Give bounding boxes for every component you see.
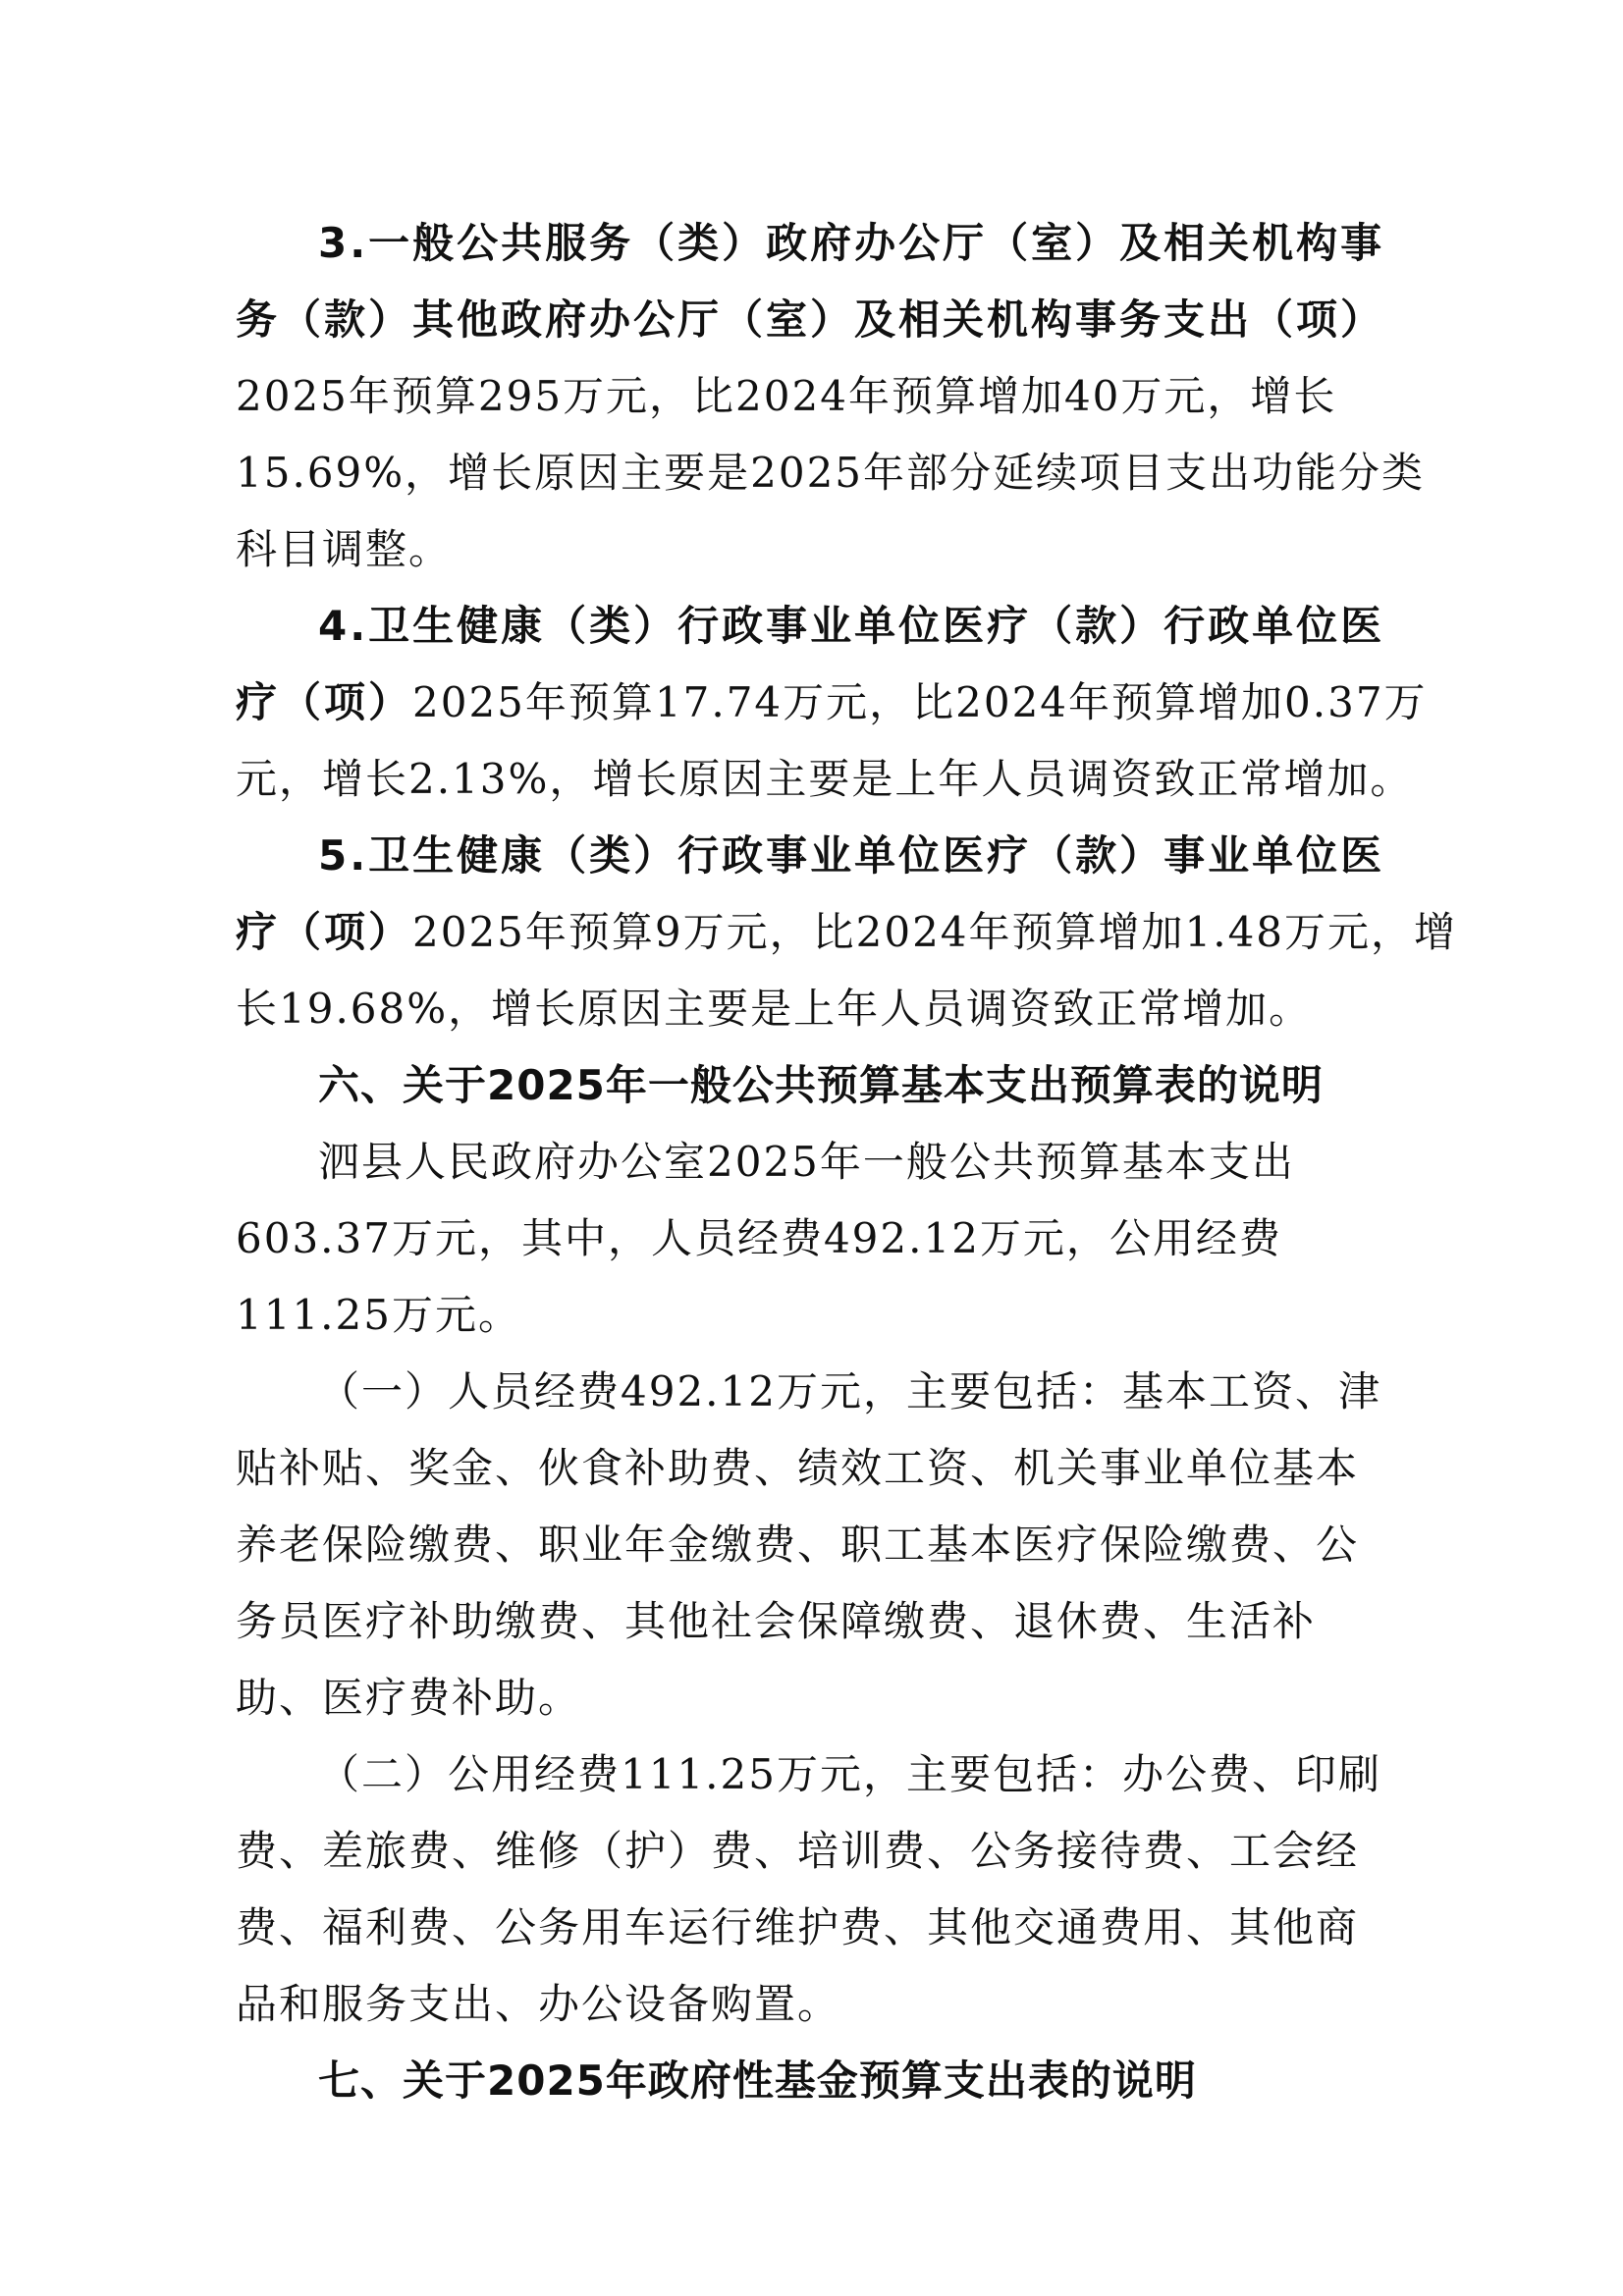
public-line4: 品和服务支出、办公设备购置。: [236, 1980, 841, 2028]
item5-heading-line2: 疗（项）: [236, 908, 413, 956]
personnel-line2: 贴补贴、奖金、伙食补助费、绩效工资、机关事业单位基本: [236, 1444, 1360, 1492]
item4-text-line2: 2025年预算17.74万元，比2024年预算增加0.37万: [412, 678, 1428, 726]
item4-heading-line2: 疗（项）: [236, 678, 413, 726]
item3-text-line3: 科目调整。: [236, 525, 453, 573]
personnel-line5: 助、医疗费补助。: [236, 1674, 582, 1722]
personnel-line1: （一）人员经费492.12万元，主要包括：基本工资、津: [318, 1367, 1381, 1415]
section6-para-line3: 111.25万元。: [236, 1291, 521, 1339]
item3-text-line1: 2025年预算295万元，比2024年预算增加40万元，增长: [236, 372, 1337, 420]
item5-heading-line1: 5.卫生健康（类）行政事业单位医疗（款）事业单位医: [318, 831, 1385, 880]
section6-para-line1: 泗县人民政府办公室2025年一般公共预算基本支出: [318, 1138, 1295, 1186]
section6-heading: 六、关于2025年一般公共预算基本支出预算表的说明: [318, 1061, 1324, 1109]
item3-heading-line1: 3.一般公共服务（类）政府办公厅（室）及相关机构事: [318, 219, 1385, 267]
personnel-line3: 养老保险缴费、职业年金缴费、职工基本医疗保险缴费、公: [236, 1521, 1360, 1569]
section7-heading: 七、关于2025年政府性基金预算支出表的说明: [318, 2056, 1197, 2105]
public-line3: 费、福利费、公务用车运行维护费、其他交通费用、其他商: [236, 1903, 1360, 1951]
public-line1: （二）公用经费111.25万元，主要包括：办公费、印刷: [318, 1750, 1381, 1798]
item5-text-line2: 2025年预算9万元，比2024年预算增加1.48万元，增: [412, 908, 1458, 956]
item3-text-line2: 15.69%，增长原因主要是2025年部分延续项目支出功能分类: [236, 449, 1426, 497]
item3-heading-line2: 务（款）其他政府办公厅（室）及相关机构事务支出（项）: [236, 295, 1385, 344]
public-line2: 费、差旅费、维修（护）费、培训费、公务接待费、工会经: [236, 1827, 1360, 1875]
item4-heading-line1: 4.卫生健康（类）行政事业单位医疗（款）行政单位医: [318, 602, 1385, 650]
item4-line2: [236, 677, 1428, 728]
personnel-line4: 务员医疗补助缴费、其他社会保障缴费、退休费、生活补: [236, 1597, 1317, 1645]
item5-text-line3: 长19.68%，增长原因主要是上年人员调资致正常增加。: [236, 985, 1313, 1033]
item4-text-line3: 元，增长2.13%，增长原因主要是上年人员调资致正常增加。: [236, 755, 1414, 803]
item5-line2: [236, 907, 1457, 958]
section6-para-line2: 603.37万元，其中，人员经费492.12万元，公用经费: [236, 1214, 1282, 1262]
